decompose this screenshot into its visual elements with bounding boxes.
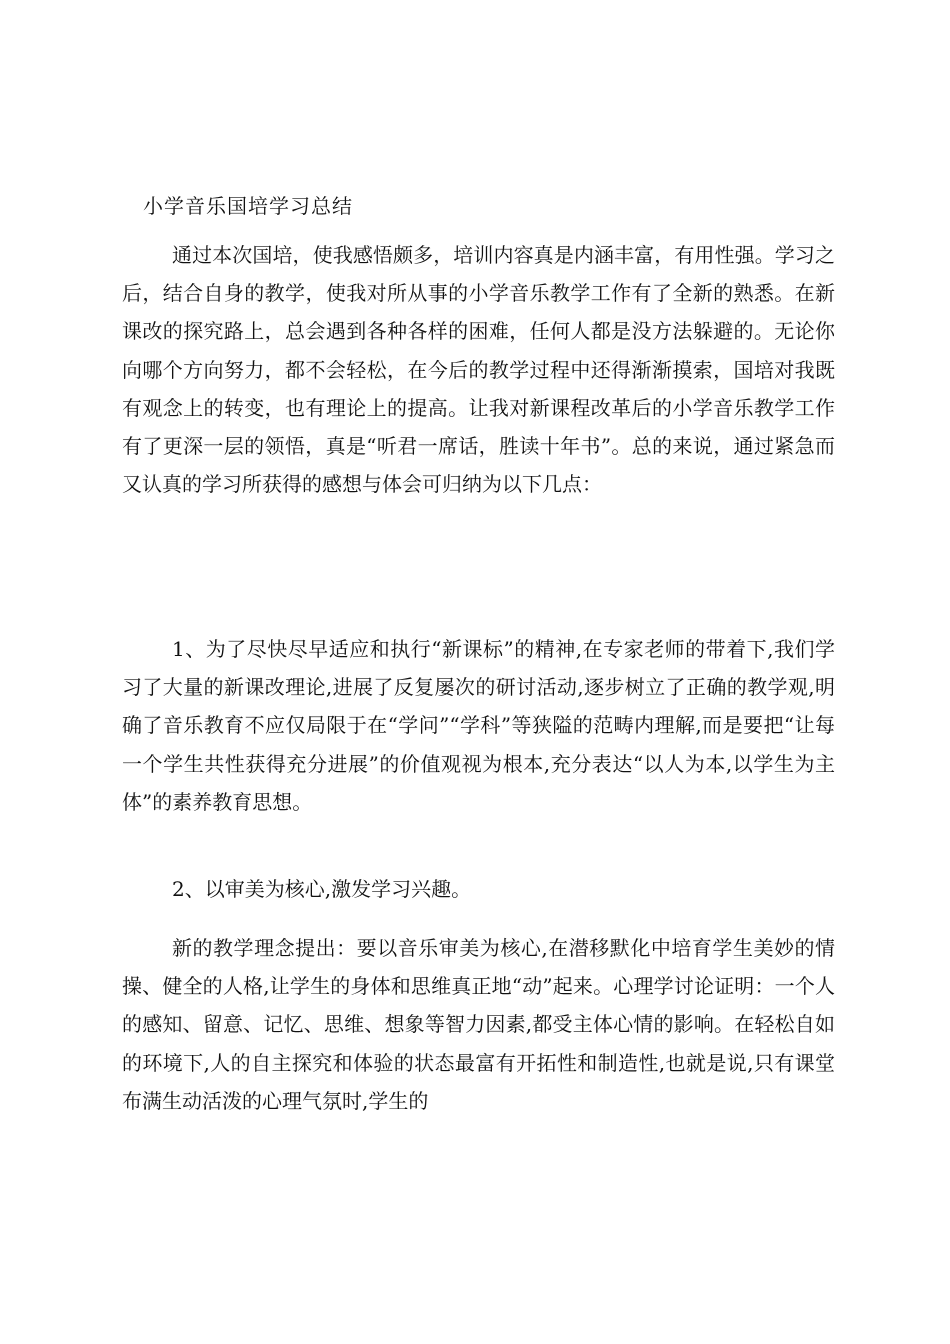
document-title: 小学音乐国培学习总结 bbox=[143, 194, 353, 218]
paragraph-point-2-heading: 2、以审美为核心,激发学习兴趣。 bbox=[172, 877, 472, 901]
paragraph-point-1: 1、为了尽快尽早适应和执行“新课标”的精神,在专家老师的带着下,我们学习了大量的新课改理论,进展了反复屡次的研讨活动,逐步树立了正确的教学观,明确了音乐教育不应仅局限于在“学问”“学科”等狭隘的范畴内理解,而是要把“让每一个学生共性获得充分进展”的价值观视为根本,充分表达“以人为本,以学生为主体”的素养教育思想。 bbox=[122, 637, 835, 814]
paragraph-intro: 通过本次国培，使我感悟颇多，培训内容真是内涵丰富，有用性强。学习之后，结合自身的教学，使我对所从事的小学音乐教学工作有了全新的熟悉。在新课改的探究路上，总会遇到各种各样的困难，任何人都是没方法躲避的。无论你向哪个方向努力，都不会轻松，在今后的教学过程中还得渐渐摸索，国培对我既有观念上的转变，也有理论上的提高。让我对新课程改革后的小学音乐教学工作有了更深一层的领悟，真是“听君一席话，胜读十年书”。总的来说，通过紧急而又认真的学习所获得的感想与体会可归纳为以下几点： bbox=[122, 243, 835, 497]
paragraph-point-2-body: 新的教学理念提出：要以音乐审美为核心,在潜移默化中培育学生美妙的情操、健全的人格,让学生的身体和思维真正地“动”起来。心理学讨论证明：一个人的感知、留意、记忆、思维、想象等智力因素,都受主体心情的影响。在轻松自如的环境下,人的自主探究和体验的状态最富有开拓性和制造性,也就是说,只有课堂布满生动活泼的心理气氛时,学生的 bbox=[122, 936, 835, 1113]
